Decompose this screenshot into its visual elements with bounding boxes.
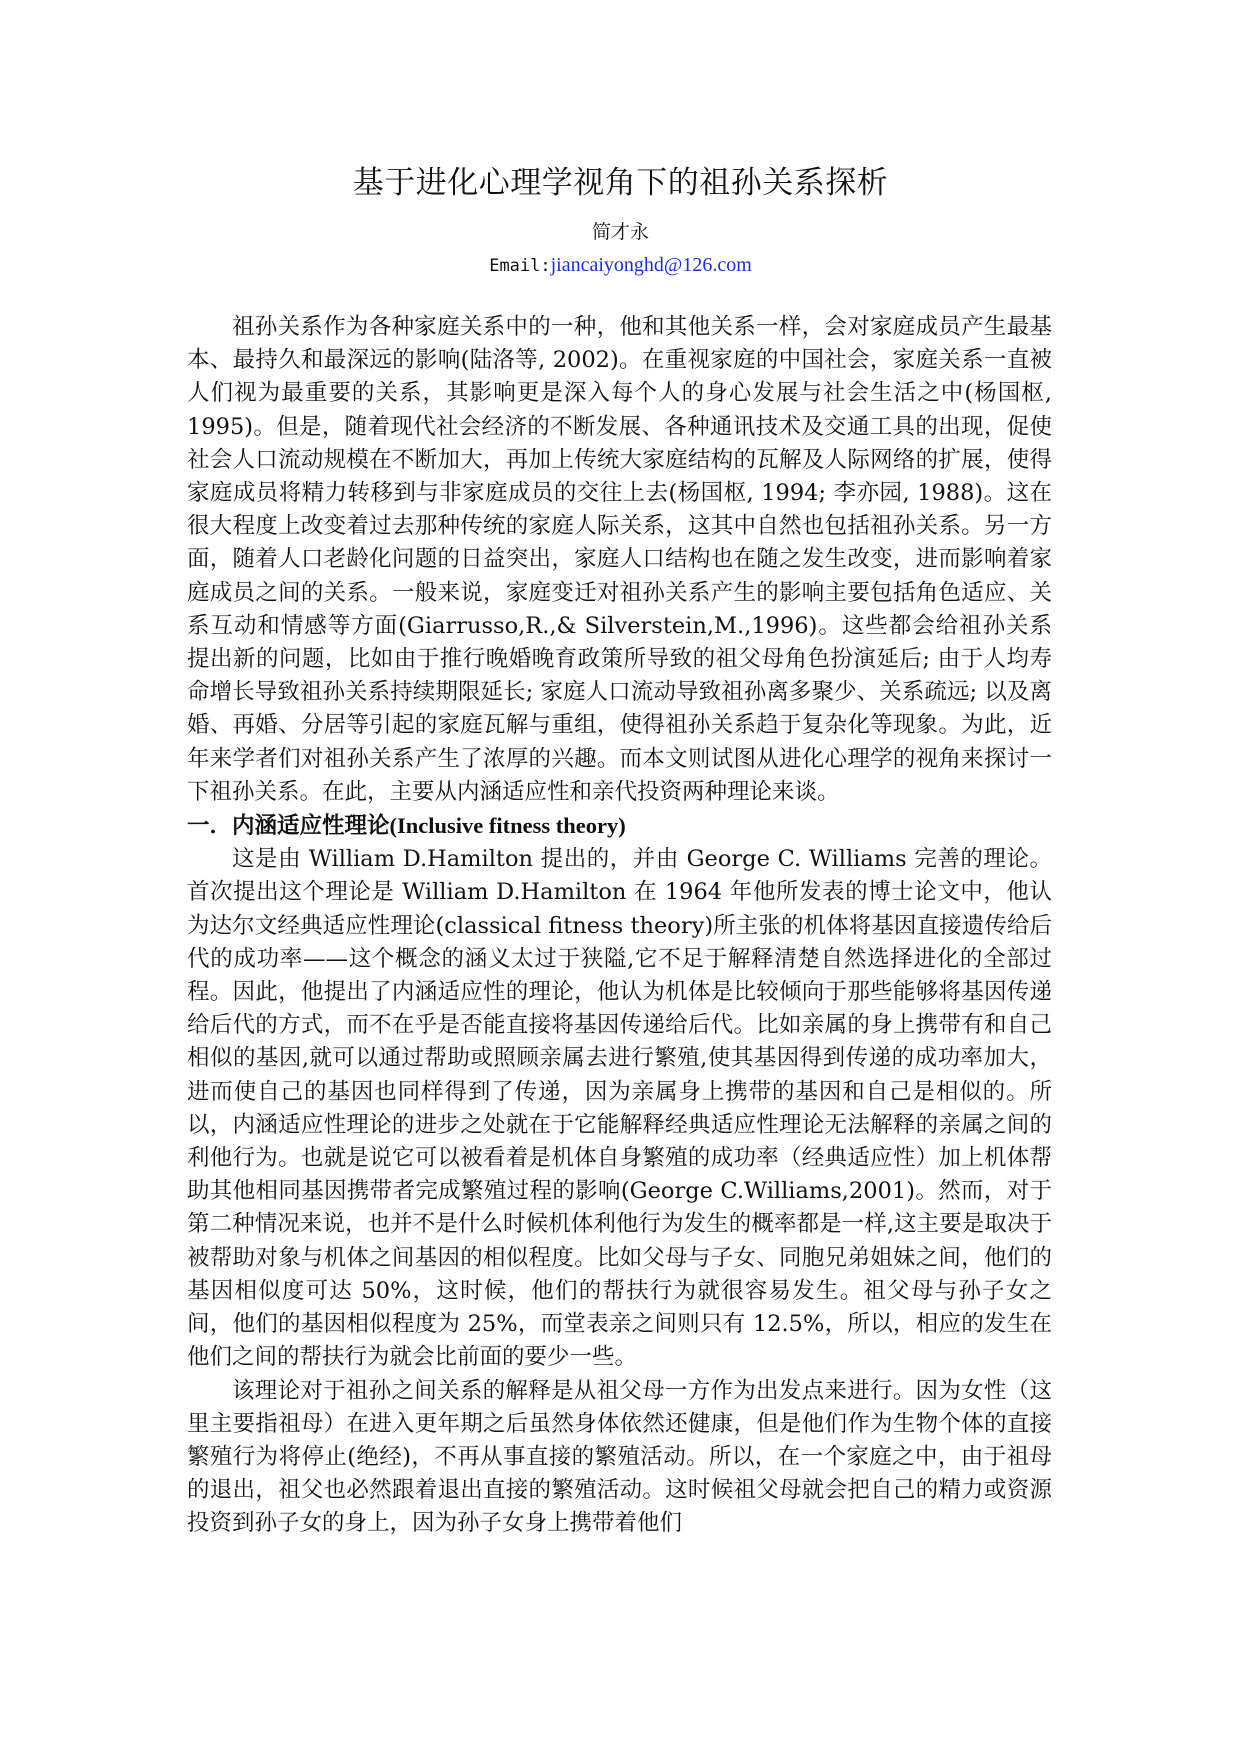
section-heading-cn: 一．内涵适应性理论 bbox=[187, 813, 390, 840]
section-heading-en: (Inclusive fitness theory) bbox=[389, 813, 626, 839]
paragraph-explanation: 该理论对于祖孙之间关系的解释是从祖父母一方作为出发点来进行。因为女性（这里主要指祖母）在进入更年期之后虽然身体依然还健康，但是他们作为生物个体的直接繁殖行为将停止(绝经)，不再从事直接的繁殖活动。所以，在一个家庭之中，由于祖母的退出，祖父也必然跟着退出直接的繁殖活动。这时候祖父母就会把自己的精力或资源投资到孙子女的身上，因为孙子女身上携带着他们 bbox=[187, 1377, 1052, 1537]
email-label: Email: bbox=[489, 256, 551, 276]
paper-body bbox=[187, 311, 1052, 1541]
author-name: 简才永 bbox=[591, 221, 649, 243]
paragraph-theory: 这是由 William D.Hamilton 提出的，并由 George C. Williams 完善的理论。首次提出这个理论是 William D.Hamilton 在 1964 年他所发表的博士论文中，他认为达尔文经典适应性理论(classical fitness theory)所主张的机体将基因直接遗传给后代的成功率——这个概念的涵义太过于狭隘,它不足于解释清楚自然选择进化的全部过程。因此，他提出了内涵适应性的理论，他认为机体是比较倾向于那些能够将基因传递给后代的方式，而不在乎是否能直接将基因传递给后代。比如亲属的身上携带有和自己相似的基因,就可以通过帮助或照顾亲属去进行繁殖,使其基因得到传递的成功率加大，进而使自己的基因也同样得到了传递，因为亲属身上携带的基因和自己是相似的。所以，内涵适应性理论的进步之处就在于它能解释经典适应性理论无法解释的亲属之间的利他行为。也就是说它可以被看着是机体自身繁殖的成功率（经典适应性）加上机体帮助其他相同基因携带者完成繁殖过程的影响(George C.Williams,2001)。然而，对于第二种情况来说，也并不是什么时候机体利他行为发生的概率都是一样,这主要是取决于被帮助对象与机体之间基因的相似程度。比如父母与子女、同胞兄弟姐妹之间，他们的基因相似度可达 50%，这时候，他们的帮扶行为就很容易发生。祖父母与孙子女之间，他们的基因相似程度为 25%，而堂表亲之间则只有 12.5%，所以，相应的发生在他们之间的帮扶行为就会比前面的要少一些。 bbox=[187, 846, 1052, 1371]
section-heading-inclusive-fitness bbox=[187, 809, 1052, 843]
email-link[interactable]: jiancaiyonghd@126.com bbox=[550, 254, 752, 276]
paragraph-intro: 祖孙关系作为各种家庭关系中的一种，他和其他关系一样，会对家庭成员产生最基本、最持久和最深远的影响(陆洛等, 2002)。在重视家庭的中国社会，家庭关系一直被人们视为最重要的关系，其影响更是深入每个人的身心发展与社会生活之中(杨国枢, 1995)。但是，随着现代社会经济的不断发展、各种通讯技术及交通工具的出现，促使社会人口流动规模在不断加大，再加上传统大家庭结构的瓦解及人际网络的扩展，使得家庭成员将精力转移到与非家庭成员的交往上去(杨国枢, 1994; 李亦园, 1988)。这在很大程度上改变着过去那种传统的家庭人际关系，这其中自然也包括祖孙关系。另一方面，随着人口老龄化问题的日益突出，家庭人口结构也在随之发生改变，进而影响着家庭成员之间的关系。一般来说，家庭变迁对祖孙关系产生的影响主要包括角色适应、关系互动和情感等方面(Giarrusso,R.,& Silverstein,M.,1996)。这些都会给祖孙关系提出新的问题，比如由于推行晚婚晚育政策所导致的祖父母角色扮演延后; 由于人均寿命增长导致祖孙关系持续期限延长; 家庭人口流动导致祖孙离多聚少、关系疏远; 以及离婚、再婚、分居等引起的家庭瓦解与重组，使得祖孙关系趋于复杂化等现象。为此，近年来学者们对祖孙关系产生了浓厚的兴趣。而本文则试图从进化心理学的视角来探讨一下祖孙关系。在此，主要从内涵适应性和亲代投资两种理论来谈。 bbox=[187, 314, 1052, 805]
author-email bbox=[0, 252, 1241, 279]
paper-title: 基于进化心理学视角下的祖孙关系探析 bbox=[352, 165, 889, 201]
